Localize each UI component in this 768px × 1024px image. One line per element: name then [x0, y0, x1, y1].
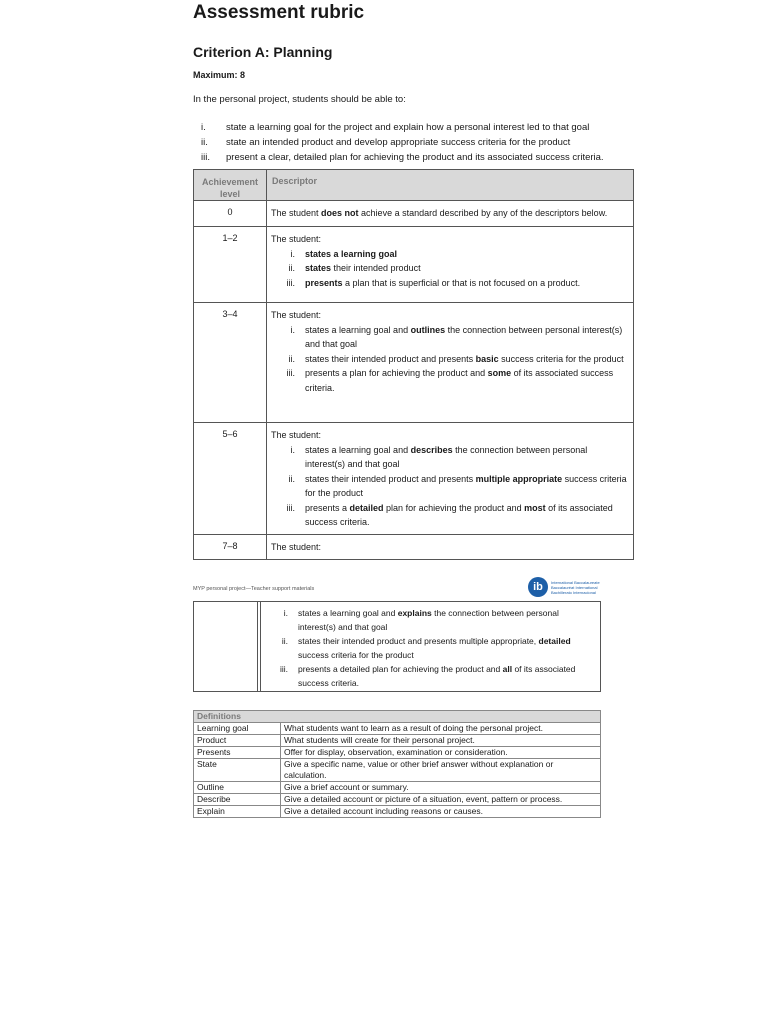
descriptor-header: Descriptor [267, 170, 634, 201]
item-text [305, 323, 627, 352]
logo-text-line: International Baccalaureate [551, 579, 600, 585]
definition-row [194, 747, 601, 759]
objective-number: ii. [201, 137, 208, 148]
text-run: a plan that is superficial or that is not focused on a product. [342, 277, 581, 288]
descriptor-item [271, 443, 627, 472]
text-run: states a learning goal [305, 248, 398, 259]
item-text [305, 276, 627, 291]
item-number: iii. [279, 664, 288, 674]
text-run: their intended product [331, 263, 421, 273]
descriptor-intro: The student: [271, 430, 322, 440]
descriptor-item [271, 472, 627, 501]
definition-row [194, 735, 601, 747]
descriptor-item [271, 276, 627, 291]
objective-number: iii. [201, 152, 210, 163]
rubric-table [193, 169, 634, 560]
page-title: Assessment rubric [193, 2, 365, 23]
definition-row [194, 806, 601, 818]
rubric-row [194, 201, 634, 227]
objectives-list [193, 120, 638, 165]
text-run: of its associated success criteria. [298, 664, 576, 688]
descriptor-intro: The student: [271, 542, 322, 552]
text-run: states their intended product and presents [305, 353, 476, 364]
item-text [305, 366, 627, 395]
item-text [305, 247, 627, 262]
descriptor-cell [267, 201, 634, 227]
item-text [298, 634, 594, 662]
text-run: some [487, 368, 512, 378]
definition-row [194, 782, 601, 794]
item-text [305, 501, 627, 530]
descriptor-cell [267, 227, 634, 303]
rubric-row [194, 535, 634, 560]
continuation-descriptor-cell [264, 606, 594, 690]
rubric-row [194, 303, 634, 423]
text-run: of its associated success criteria. [305, 502, 613, 527]
achievement-level: 0 [194, 201, 267, 227]
text-run: multiple appropriate [475, 473, 563, 484]
objective-item [193, 135, 638, 150]
criterion-heading: Criterion A: Planning [193, 44, 333, 60]
text-run: detailed [349, 502, 384, 513]
objective-text: present a clear, detailed plan for achieving the product and its associated success criteria. [226, 152, 604, 163]
descriptor-cell [267, 303, 634, 423]
text-run: plan for achieving the product and [383, 502, 525, 513]
descriptor-list [271, 323, 627, 396]
objective-item [193, 150, 638, 165]
item-number: i. [290, 248, 295, 259]
text-run: detailed [538, 636, 571, 646]
text-run: the connection between personal interest(s) and that goal [305, 444, 588, 469]
item-text [305, 443, 627, 472]
ib-logo [528, 576, 618, 598]
intro-text: In the personal project, students should be able to: [193, 94, 406, 105]
descriptor-cell [267, 535, 634, 560]
text-run: states [305, 263, 332, 273]
text-run: success criteria for the product [498, 353, 624, 364]
rubric-header-row [194, 170, 634, 201]
achievement-level: 7–8 [194, 535, 267, 560]
definitions-header: Definitions [194, 711, 601, 723]
ib-logo-mark: ib [528, 577, 548, 597]
item-number: iii. [286, 368, 295, 378]
descriptor-item [271, 323, 627, 352]
descriptor-cell [267, 423, 634, 535]
item-text [298, 662, 594, 690]
definition-row [194, 794, 601, 806]
item-number: ii. [288, 263, 295, 273]
objective-item [193, 120, 638, 135]
item-text [305, 472, 627, 501]
text-run: the connection between personal interest(s) and that goal [298, 608, 559, 632]
item-number: i. [283, 608, 288, 618]
text-run: explains [397, 608, 432, 618]
descriptor-intro: The student: [271, 310, 322, 320]
achievement-level: 1–2 [194, 227, 267, 303]
descriptor-intro: The student: [271, 234, 322, 244]
objective-number: i. [201, 122, 206, 133]
definition-text: Give a brief account or summary. [281, 782, 601, 794]
descriptor-item [271, 261, 627, 276]
objective-text: state a learning goal for the project and explain how a personal interest led to that goal [226, 122, 590, 133]
text-run: of its associated success criteria. [305, 368, 614, 393]
descriptor-item [264, 634, 594, 662]
descriptor-item [264, 662, 594, 690]
descriptor-item [264, 606, 594, 634]
text-run: states their intended product and presents [305, 473, 476, 484]
objective-text: state an intended product and develop appropriate success criteria for the product [226, 137, 571, 148]
text-run: the connection between personal interest(s) and that goal [305, 324, 623, 349]
text-run: most [524, 502, 546, 513]
text-run: achieve a standard described by any of the descriptors below. [358, 208, 608, 218]
definition-text: What students will create for their personal project. [281, 735, 601, 747]
text-run: success criteria for the product [298, 650, 414, 660]
text-run: all [502, 664, 513, 674]
rubric-row [194, 227, 634, 303]
definition-term: Presents [194, 747, 281, 759]
definition-text: Offer for display, observation, examination or consideration. [281, 747, 601, 759]
logo-text-line: Baccalauréat International [551, 584, 598, 590]
achievement-level-header: Achievement level [194, 170, 267, 201]
text-run: The student [271, 208, 322, 218]
item-number: ii. [288, 353, 295, 364]
text-run: states a learning goal and [305, 444, 411, 455]
text-run: does not [321, 208, 359, 218]
achievement-level: 3–4 [194, 303, 267, 423]
item-number: ii. [281, 636, 288, 646]
item-number: iii. [286, 502, 295, 513]
rubric-continuation-table [193, 601, 601, 692]
descriptor-item [271, 247, 627, 262]
text-run: success criteria for the product [305, 473, 627, 498]
text-run: presents a [305, 502, 350, 513]
rubric-row [194, 423, 634, 535]
descriptor-list [271, 247, 627, 291]
item-text [305, 261, 627, 276]
item-number: i. [290, 324, 295, 335]
descriptor-item [271, 352, 627, 367]
continuation-level-cell [194, 602, 261, 691]
text-run: presents [305, 277, 343, 288]
text-run: states their intended product and presents multiple appropriate, [298, 636, 539, 646]
item-number: ii. [288, 473, 295, 484]
definition-text: What students want to learn as a result of doing the personal project. [281, 723, 601, 735]
logo-text-line: Bachillerato Internacional [551, 589, 596, 595]
definition-term: State [194, 759, 281, 782]
definition-term: Explain [194, 806, 281, 818]
item-number: iii. [286, 277, 295, 288]
item-text [305, 352, 627, 367]
descriptor-item [271, 366, 627, 395]
item-number: i. [290, 444, 295, 455]
text-run: outlines [410, 324, 446, 335]
definition-term: Describe [194, 794, 281, 806]
definition-row [194, 723, 601, 735]
text-run: states a learning goal and [298, 608, 398, 618]
definition-row [194, 759, 601, 782]
item-text [298, 606, 594, 634]
descriptor-item [271, 501, 627, 530]
definitions-table [193, 710, 601, 818]
definition-text: Give a detailed account or picture of a situation, event, pattern or process. [281, 794, 601, 806]
definition-term: Learning goal [194, 723, 281, 735]
maximum-score: Maximum: 8 [193, 70, 246, 80]
page-footer-label: MYP personal project—Teacher support materials [193, 586, 315, 592]
text-run: presents a detailed plan for achieving the product and [298, 664, 503, 674]
text-run: states a learning goal and [305, 324, 411, 335]
definition-text: Give a detailed account including reasons or causes. [281, 806, 601, 818]
achievement-level: 5–6 [194, 423, 267, 535]
descriptor-list [271, 443, 627, 530]
text-run: describes [410, 444, 453, 455]
definition-term: Product [194, 735, 281, 747]
definition-term: Outline [194, 782, 281, 794]
text-run: presents a plan for achieving the product and [305, 368, 488, 378]
text-run: basic [475, 353, 499, 364]
definition-text: Give a specific name, value or other brief answer without explanation or calculation. [281, 759, 601, 782]
